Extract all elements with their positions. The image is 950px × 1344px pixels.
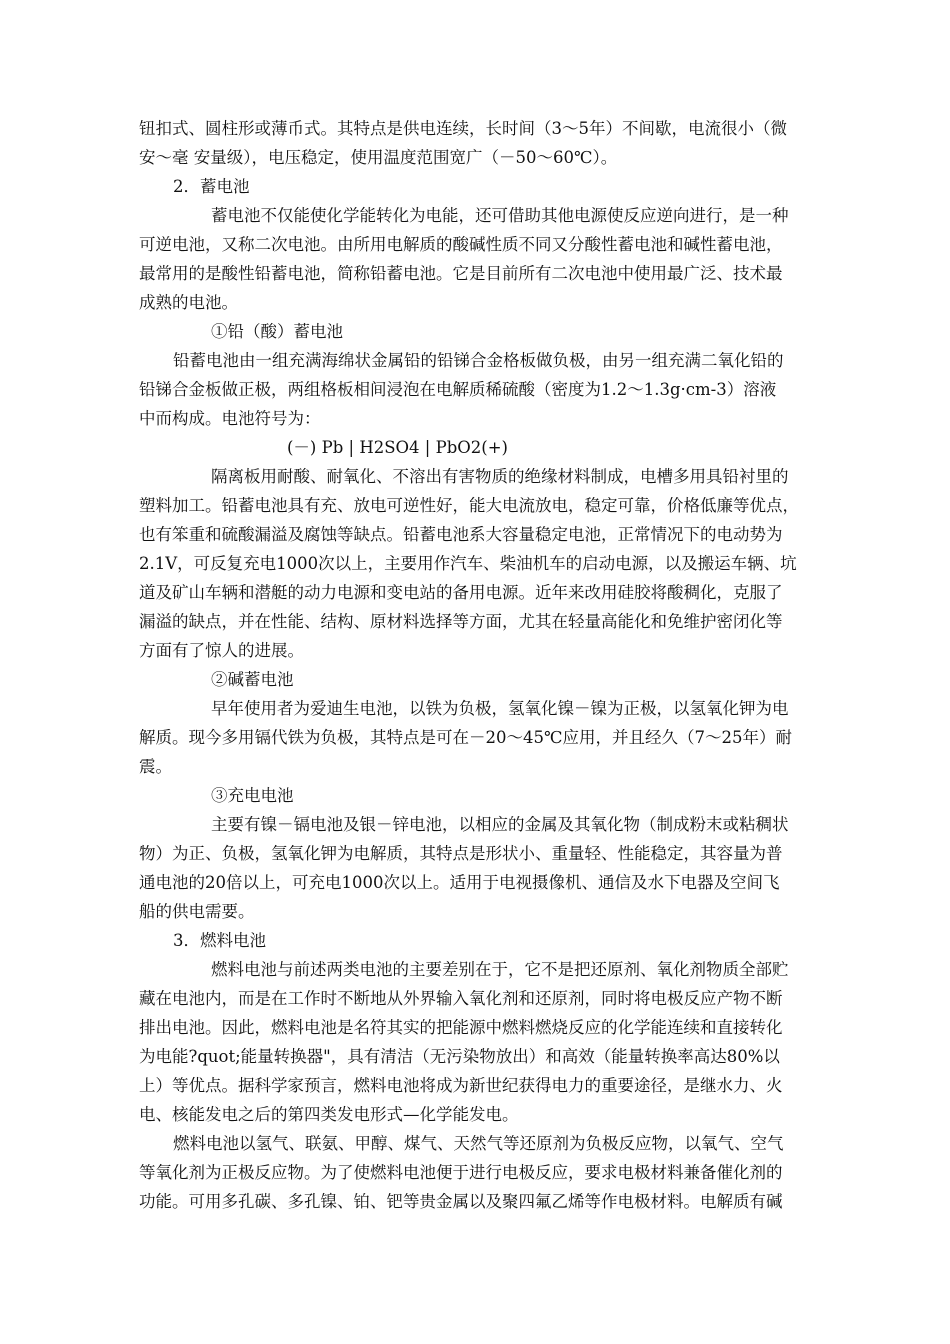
text-line: 船的供电需要。 (139, 902, 255, 921)
text-line: 钮扣式、圆柱形或薄币式。其特点是供电连续，长时间（3～5年）不间歇，电流很小（微 (139, 119, 787, 138)
subsection-heading: ②碱蓄电池 (211, 670, 294, 689)
battery-formula: (－) Pb | H2SO4 | PbO2(+) (287, 438, 508, 457)
text-line: 震。 (139, 757, 172, 776)
text-line: 铅锑合金板做正极，两组格板相间浸泡在电解质稀硫酸（密度为1.2～1.3g·cm-3）溶液 (139, 380, 777, 399)
text-line: 功能。可用多孔碳、多孔镍、铂、钯等贵金属以及聚四氟乙烯等作电极材料。电解质有碱 (139, 1192, 783, 1211)
text-line: 为电能?quot;能量转换器"，具有清洁（无污染物放出）和高效（能量转换率高达80%以 (139, 1047, 780, 1066)
text-line: 方面有了惊人的进展。 (139, 641, 304, 660)
text-line: 也有笨重和硫酸漏溢及腐蚀等缺点。铅蓄电池系大容量稳定电池，正常情况下的电动势为 (139, 525, 783, 544)
text-line: 燃料电池以氢气、联氨、甲醇、煤气、天然气等还原剂为负极反应物，以氧气、空气 (173, 1134, 784, 1153)
text-line: 燃料电池与前述两类电池的主要差别在于，它不是把还原剂、氧化剂物质全部贮 (211, 960, 789, 979)
text-line: 排出电池。因此，燃料电池是名符其实的把能源中燃料燃烧反应的化学能连续和直接转化 (139, 1018, 783, 1037)
text-line: 主要有镍－镉电池及银－锌电池，以相应的金属及其氧化物（制成粉末或粘稠状 (211, 815, 789, 834)
subsection-heading: ①铅（酸）蓄电池 (211, 322, 343, 341)
text-line: 塑料加工。铅蓄电池具有充、放电可逆性好，能大电流放电，稳定可靠，价格低廉等优点， (139, 496, 799, 515)
text-line: 成熟的电池。 (139, 293, 238, 312)
text-line: 通电池的20倍以上，可充电1000次以上。适用于电视摄像机、通信及水下电器及空间飞 (139, 873, 780, 892)
section-heading: 3．燃料电池 (173, 931, 266, 950)
text-line: 早年使用者为爱迪生电池，以铁为负极，氢氧化镍－镍为正极，以氢氧化钾为电 (211, 699, 789, 718)
text-line: 可逆电池，又称二次电池。由所用电解质的酸碱性质不同又分酸性蓄电池和碱性蓄电池， (139, 235, 783, 254)
text-line: 蓄电池不仅能使化学能转化为电能，还可借助其他电源使反应逆向进行，是一种 (211, 206, 789, 225)
text-line: 隔离板用耐酸、耐氧化、不溶出有害物质的绝缘材料制成，电槽多用具铅衬里的 (211, 467, 789, 486)
section-heading: 2．蓄电池 (173, 177, 250, 196)
text-line: 最常用的是酸性铅蓄电池，简称铅蓄电池。它是目前所有二次电池中使用最广泛、技术最 (139, 264, 783, 283)
text-line: 安～毫 安量级），电压稳定，使用温度范围宽广（－50～60℃）。 (139, 148, 618, 167)
text-line: 2.1V，可反复充电1000次以上，主要用作汽车、柴油机车的启动电源，以及搬运车辆、坑 (139, 554, 797, 573)
subsection-heading: ③充电电池 (211, 786, 294, 805)
text-line: 解质。现今多用镉代铁为负极，其特点是可在－20～45℃应用，并且经久（7～25年）耐 (139, 728, 792, 747)
text-line: 铅蓄电池由一组充满海绵状金属铅的铅锑合金格板做负极，由另一组充满二氧化铅的 (173, 351, 784, 370)
text-line: 物）为正、负极，氢氧化钾为电解质，其特点是形状小、重量轻、性能稳定，其容量为普 (139, 844, 783, 863)
text-line: 藏在电池内，而是在工作时不断地从外界输入氧化剂和还原剂，同时将电极反应产物不断 (139, 989, 783, 1008)
text-line: 上）等优点。据科学家预言，燃料电池将成为新世纪获得电力的重要途径，是继水力、火 (139, 1076, 783, 1095)
text-line: 电、核能发电之后的第四类发电形式—化学能发电。 (139, 1105, 519, 1124)
text-line: 中而构成。电池符号为： (139, 409, 321, 428)
text-line: 道及矿山车辆和潜艇的动力电源和变电站的备用电源。近年来改用硅胶将酸稠化，克服了 (139, 583, 783, 602)
text-line: 漏溢的缺点，并在性能、结构、原材料选择等方面，尤其在轻量高能化和免维护密闭化等 (139, 612, 783, 631)
text-line: 等氧化剂为正极反应物。为了使燃料电池便于进行电极反应，要求电极材料兼备催化剂的 (139, 1163, 783, 1182)
